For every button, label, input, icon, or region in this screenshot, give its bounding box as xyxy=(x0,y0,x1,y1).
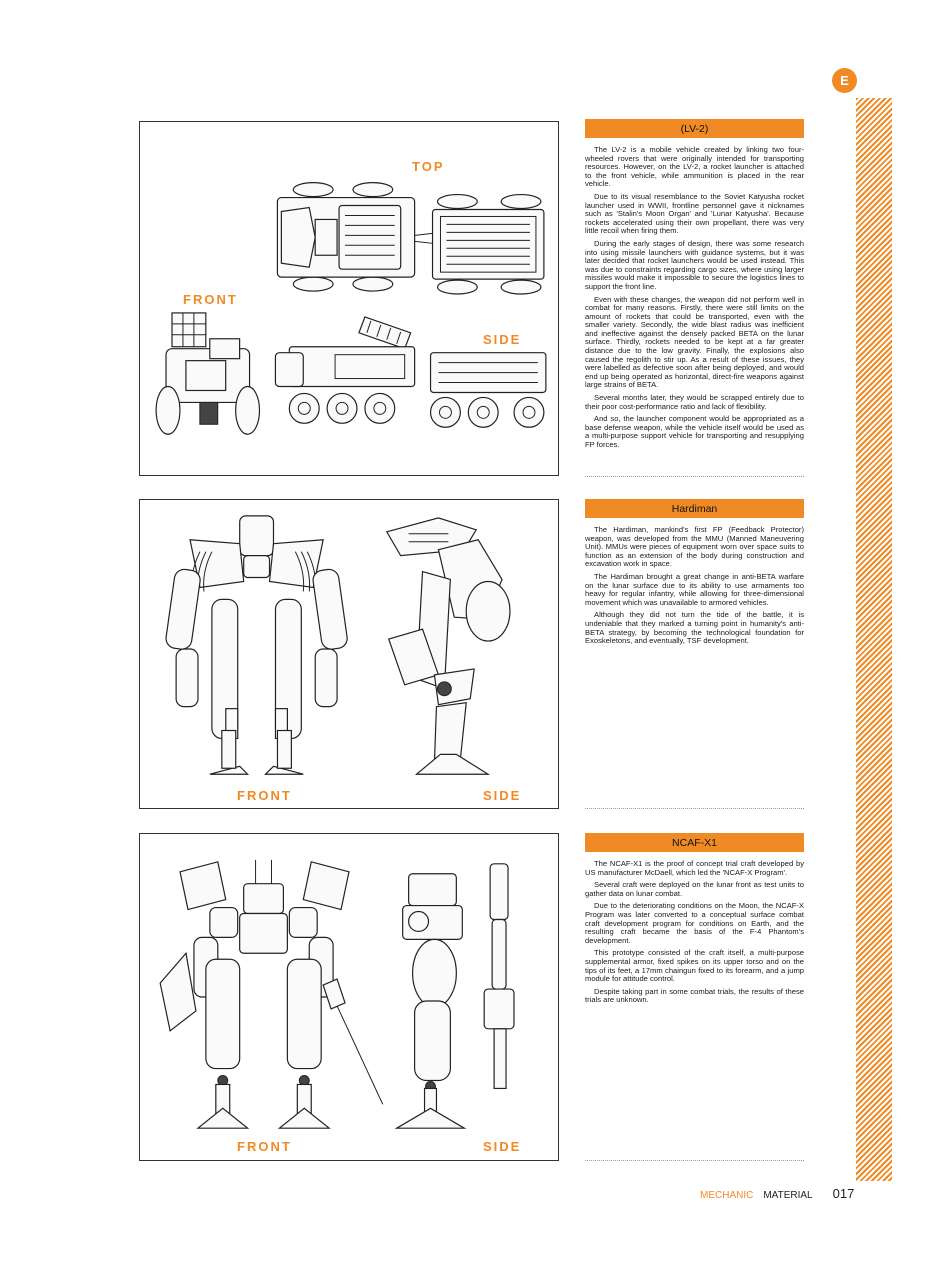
front-view-label: FRONT xyxy=(237,788,292,803)
section-divider xyxy=(585,808,804,809)
lv2-body xyxy=(585,146,804,450)
page-footer xyxy=(700,1186,854,1201)
paragraph: Several craft were deployed on the lunar front as test units to gather data on lunar combat. xyxy=(585,880,804,898)
ncafx1-header: NCAF-X1 xyxy=(585,833,804,852)
lv2-header: (LV-2) xyxy=(585,119,804,138)
lv2-top-rear-rover xyxy=(433,195,544,294)
footer-mechanic-label: MECHANIC xyxy=(700,1190,754,1201)
paragraph: The NCAF-X1 is the proof of concept trial craft developed by US manufacturer McDaell, which led the 'NCAF-X Program'. xyxy=(585,859,804,877)
hardiman-header: Hardiman xyxy=(585,499,804,518)
side-view-label: SIDE xyxy=(483,1139,522,1154)
ncafx1-illustration-panel xyxy=(139,833,559,1161)
section-badge: E xyxy=(832,68,857,93)
footer-material-label: MATERIAL xyxy=(763,1190,813,1201)
lv2-text-column xyxy=(585,119,804,454)
side-stripe-decoration xyxy=(856,98,892,1181)
ncafx1-illustration xyxy=(140,834,558,1160)
hardiman-body xyxy=(585,526,804,646)
lv2-front-view xyxy=(156,313,259,434)
hardiman-front-view xyxy=(165,516,349,774)
ncafx1-body xyxy=(585,860,804,1005)
ncafx1-text-column xyxy=(585,833,804,1009)
page-number: 017 xyxy=(832,1186,855,1201)
hardiman-text-column xyxy=(585,499,804,650)
hardiman-illustration-panel xyxy=(139,499,559,809)
paragraph: Although they did not turn the tide of the battle, it is undeniable that they marked a turning point in humanity's anti-BETA strategy, by becoming the technological foundation for Exoskeletons, and eventually, TSF development. xyxy=(585,610,804,646)
paragraph: Due to its visual resemblance to the Soviet Katyusha rocket launcher used in WWII, frontline personnel gave it nicknames such as 'Stalin's Moon Organ' and 'Lunar Katyusha'. Because rockets accelerated using their own propellant, there was very little recoil when firing them. xyxy=(585,191,804,236)
paragraph: Despite taking part in some combat trials, the results of these trials are unknown. xyxy=(585,986,804,1005)
front-view-label: FRONT xyxy=(183,292,238,307)
lv2-top-front-rover xyxy=(277,183,414,291)
top-view-label: TOP xyxy=(412,159,445,174)
section-divider xyxy=(585,476,804,477)
front-view-label: FRONT xyxy=(237,1139,292,1154)
paragraph: The Hardiman brought a great change in anti-BETA warfare on the lunar surface due to its ability to use armaments too heavy for regular infantry, while allowing for three-dimensional movement which was unavailable to armored vehicles. xyxy=(585,571,804,607)
paragraph: This prototype consisted of the craft itself, a multi-purpose supplemental armor, fixed spikes on its upper torso and on the tips of its feet, a 17mm chaingun fixed to its forearm, and a jump module for attitude control. xyxy=(585,948,804,984)
hardiman-side-view xyxy=(387,518,510,774)
side-view-label: SIDE xyxy=(483,788,522,803)
paragraph: During the early stages of design, there was some research into using missile launchers with guidance systems, but it was later decided that rocket launchers would be used instead. This was due to constraints regarding cargo sizes, where using larger missiles would make it impossible to secure the logistics lines to support the front line. xyxy=(585,238,804,291)
ncafx1-front-view xyxy=(160,860,383,1128)
paragraph: Even with these changes, the weapon did not perform well in combat for many reasons. Firstly, there were still limits on the amount of rockets that could be transported, even with the smaller variety. Secondly, the wide blast radius was inefficient and ineffective against the densely packed BETA on the lunar surface. Thirdly, rockets needed to be kept at a far greater distance due to the low gravity. Finally, the explosions also caused the regolith to stir up. As a result of these issues, they were labelled as defective soon after being deployed, and would end up being operated as horizontal, direct-fire weapons against large strains of BETA. xyxy=(585,294,804,390)
hardiman-illustration xyxy=(140,500,558,808)
paragraph: And so, the launcher component would be appropriated as a base defense weapon, while the vehicle itself would be used as a multi-purpose support vehicle for transporting and resupplying FP forces. xyxy=(585,414,804,449)
paragraph: Several months later, they would be scrapped entirely due to their poor cost-performance ratio and lack of flexibility. xyxy=(585,393,804,411)
side-view-label: SIDE xyxy=(483,332,522,347)
section-divider xyxy=(585,1160,804,1161)
paragraph: Due to the deteriorating conditions on the Moon, the NCAF-X Program was later converted to a conceptual surface combat craft development program for conditions on Earth, and the resulting craft became the basis of the F-4 Phantom's development. xyxy=(585,901,804,945)
lv2-illustration-panel xyxy=(139,121,559,476)
paragraph: The Hardiman, mankind's first FP (Feedback Protector) weapon, was developed from the MMU (Manned Maneuvering Unit). MMUs were pieces of equipment worn over space suits to function as an extension of the body during construction and excavation work in space. xyxy=(585,525,804,569)
ncafx1-side-view xyxy=(397,864,514,1128)
paragraph: The LV-2 is a mobile vehicle created by linking two four-wheeled rovers that were originally intended for transporting resources. However, on the LV-2, a rocket launcher is attached to the front vehicle, while ammunition is placed in the rear vehicle. xyxy=(585,145,804,189)
